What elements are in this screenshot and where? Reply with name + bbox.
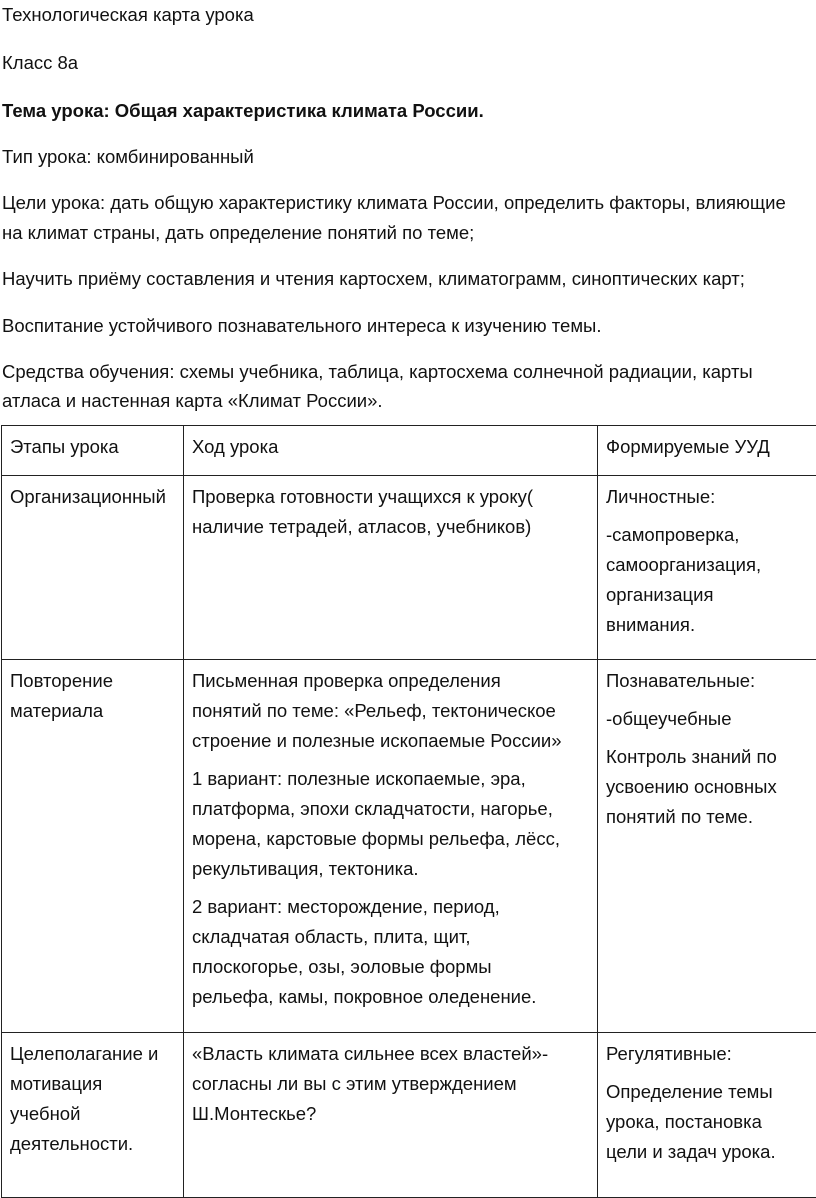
goals-line-1: Цели урока: дать общую характеристику климата России, определить факторы, влияющие — [2, 188, 786, 218]
upbringing-line: Воспитание устойчивого познавательного интереса к изучению темы. — [2, 311, 602, 341]
means-line-1: Средства обучения: схемы учебника, таблица, картосхема солнечной радиации, карты — [2, 357, 753, 387]
document-title: Технологическая карта урока — [2, 0, 254, 30]
stage-cell: Целеполагание и мотивация учебной деятельности. — [2, 1033, 184, 1198]
class-line: Класс 8а — [2, 48, 78, 78]
uud-cell: Познавательные: -общеучебные Контроль знаний по усвоению основных понятий по теме. — [598, 660, 816, 1033]
uud-title: Личностные: — [606, 482, 816, 512]
goals-line-2: на климат страны, дать определение понятий по теме; — [2, 218, 474, 248]
course-cell: Письменная проверка определения понятий по теме: «Рельеф, тектоническое строение и полезные ископаемые России» 1 вариант: полезные ископаемые, эра, платформа, эпохи складчатости, нагорье, морена, карстовые формы рельефа, лёсс, рекультивация, тектоника. 2 вариант: месторождение, период, складчатая область, плита, щит, плоскогорье, озы, эоловые формы рельефа, камы, покровное оледенение. — [184, 660, 598, 1033]
uud-subtitle: -общеучебные — [606, 704, 816, 734]
header-cell-stages: Этапы урока — [2, 426, 184, 476]
lesson-type: Тип урока: комбинированный — [2, 142, 254, 172]
variant-2: 2 вариант: месторождение, период, — [192, 892, 597, 922]
uud-title: Познавательные: — [606, 666, 816, 696]
lesson-topic: Тема урока: Общая характеристика климата России. — [2, 96, 484, 126]
teach-line: Научить приёму составления и чтения картосхем, климатограмм, синоптических карт; — [2, 264, 745, 294]
table-row — [2, 1033, 816, 1198]
table-header-row — [2, 426, 816, 476]
header-cell-course: Ход урока — [184, 426, 598, 476]
table-row — [2, 660, 816, 1033]
header-cell-uud: Формируемые УУД — [598, 426, 816, 476]
stage-cell: Повторение материала — [2, 660, 184, 1033]
course-cell: «Власть климата сильнее всех властей»- согласны ли вы с этим утверждением Ш.Монтескье? — [184, 1033, 598, 1198]
uud-cell: Личностные: -самопроверка, самоорганизация, организация внимания. — [598, 476, 816, 660]
uud-cell: Регулятивные: Определение темы урока, постановка цели и задач урока. — [598, 1033, 816, 1198]
course-cell: Проверка готовности учащихся к уроку( наличие тетрадей, атласов, учебников) — [184, 476, 598, 660]
table-row — [2, 476, 816, 660]
stage-cell: Организационный — [2, 476, 184, 660]
means-line-2: атласа и настенная карта «Климат России». — [2, 386, 383, 416]
variant-1: 1 вариант: полезные ископаемые, эра, — [192, 764, 597, 794]
lesson-plan-table — [1, 425, 816, 1198]
uud-title: Регулятивные: — [606, 1039, 816, 1069]
